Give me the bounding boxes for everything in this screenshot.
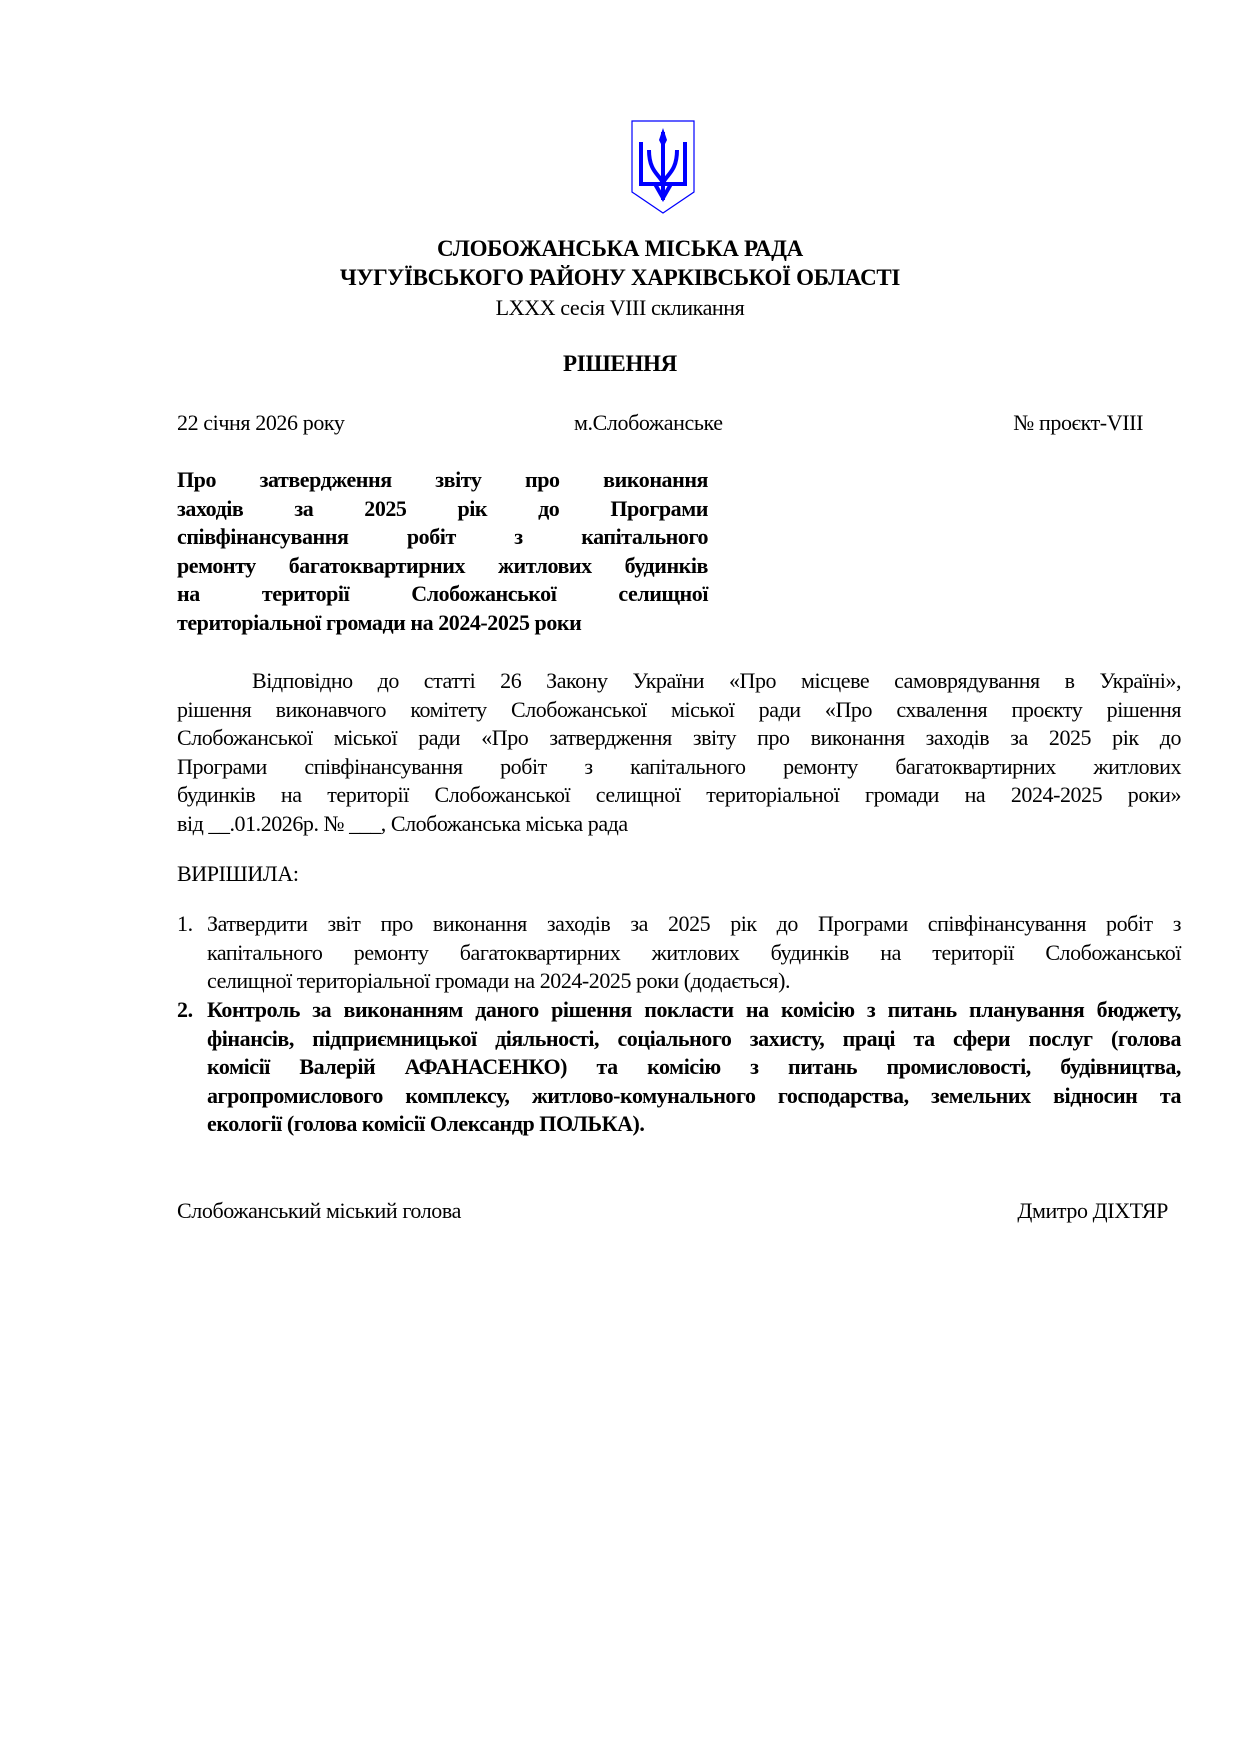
- item-number: 2.: [177, 997, 193, 1022]
- subject-line: Про затвердження звіту про виконання: [177, 467, 708, 492]
- item-line: агропромислового комплексу, житлово-комунального господарства, земельних відносин та: [207, 1082, 1181, 1108]
- preamble-line: від __.01.2026р. № ___, Слобожанська міська рада: [177, 810, 628, 836]
- session-label: LXXX сесія VIII скликання: [495, 295, 745, 320]
- decision-date: 22 січня 2026 року: [177, 410, 345, 435]
- decision-item: [177, 996, 1181, 1139]
- item-line: екології (голова комісії Олександр ПОЛЬКА).: [207, 1111, 645, 1137]
- subject-line: територіальної громади на 2024-2025 роки: [177, 609, 582, 635]
- item-line: Контроль за виконанням даного рішення покласти на комісію з питань планування бюджету,: [207, 997, 1181, 1022]
- coat-of-arms-icon: [631, 120, 695, 214]
- item-number: 1.: [177, 911, 193, 936]
- item-line: фінансів, підприємницької діяльності, соціального захисту, праці та сфери послуг (голова: [207, 1025, 1181, 1051]
- decision-number: № проєкт-VIII: [1013, 410, 1143, 435]
- subject-line: заходів за 2025 рік до Програми: [177, 495, 708, 521]
- subject-line: ремонту багатоквартирних житлових будинків: [177, 552, 708, 578]
- item-line: капітального ремонту багатоквартирних житлових будинків на території Слобожанської: [207, 939, 1181, 965]
- preamble-line: будинків на території Слобожанської селищної територіальної громади на 2024-2025 роки»: [177, 782, 1181, 808]
- document-type: РІШЕННЯ: [563, 351, 677, 376]
- preamble-line: Відповідно до статті 26 Закону України «Про місцеве самоврядування в Україні»,: [252, 668, 1181, 693]
- decided-label: ВИРІШИЛА:: [177, 861, 299, 886]
- preamble-line: Слобожанської міської ради «Про затвердження звіту про виконання заходів за 2025 рік до: [177, 725, 1181, 751]
- decision-subject: [177, 466, 708, 638]
- signature-position: Слобожанський міський голова: [177, 1198, 461, 1223]
- item-line: комісії Валерій АФАНАСЕНКО) та комісію з питань промисловості, будівництва,: [207, 1054, 1181, 1080]
- subject-line: співфінансування робіт з капітального: [177, 524, 708, 550]
- preamble-line: рішення виконавчого комітету Слобожанської міської ради «Про схвалення проєкту рішення: [177, 696, 1181, 722]
- decision-item: [177, 910, 1181, 996]
- preamble: [177, 667, 1181, 839]
- item-line: селищної територіальної громади на 2024-2025 роки (додається).: [207, 968, 790, 994]
- subject-line: на території Слобожанської селищної: [177, 581, 708, 607]
- item-line: Затвердити звіт про виконання заходів за 2025 рік до Програми співфінансування робіт з: [207, 911, 1181, 936]
- signature-name: Дмитро ДІХТЯР: [1017, 1198, 1168, 1223]
- decision-place: м.Слобожанське: [574, 410, 723, 435]
- preamble-line: Програми співфінансування робіт з капітального ремонту багатоквартирних житлових: [177, 753, 1181, 779]
- district-name: ЧУГУЇВСЬКОГО РАЙОНУ ХАРКІВСЬКОЇ ОБЛАСТІ: [339, 265, 901, 290]
- council-name: СЛОБОЖАНСЬКА МІСЬКА РАДА: [437, 236, 803, 261]
